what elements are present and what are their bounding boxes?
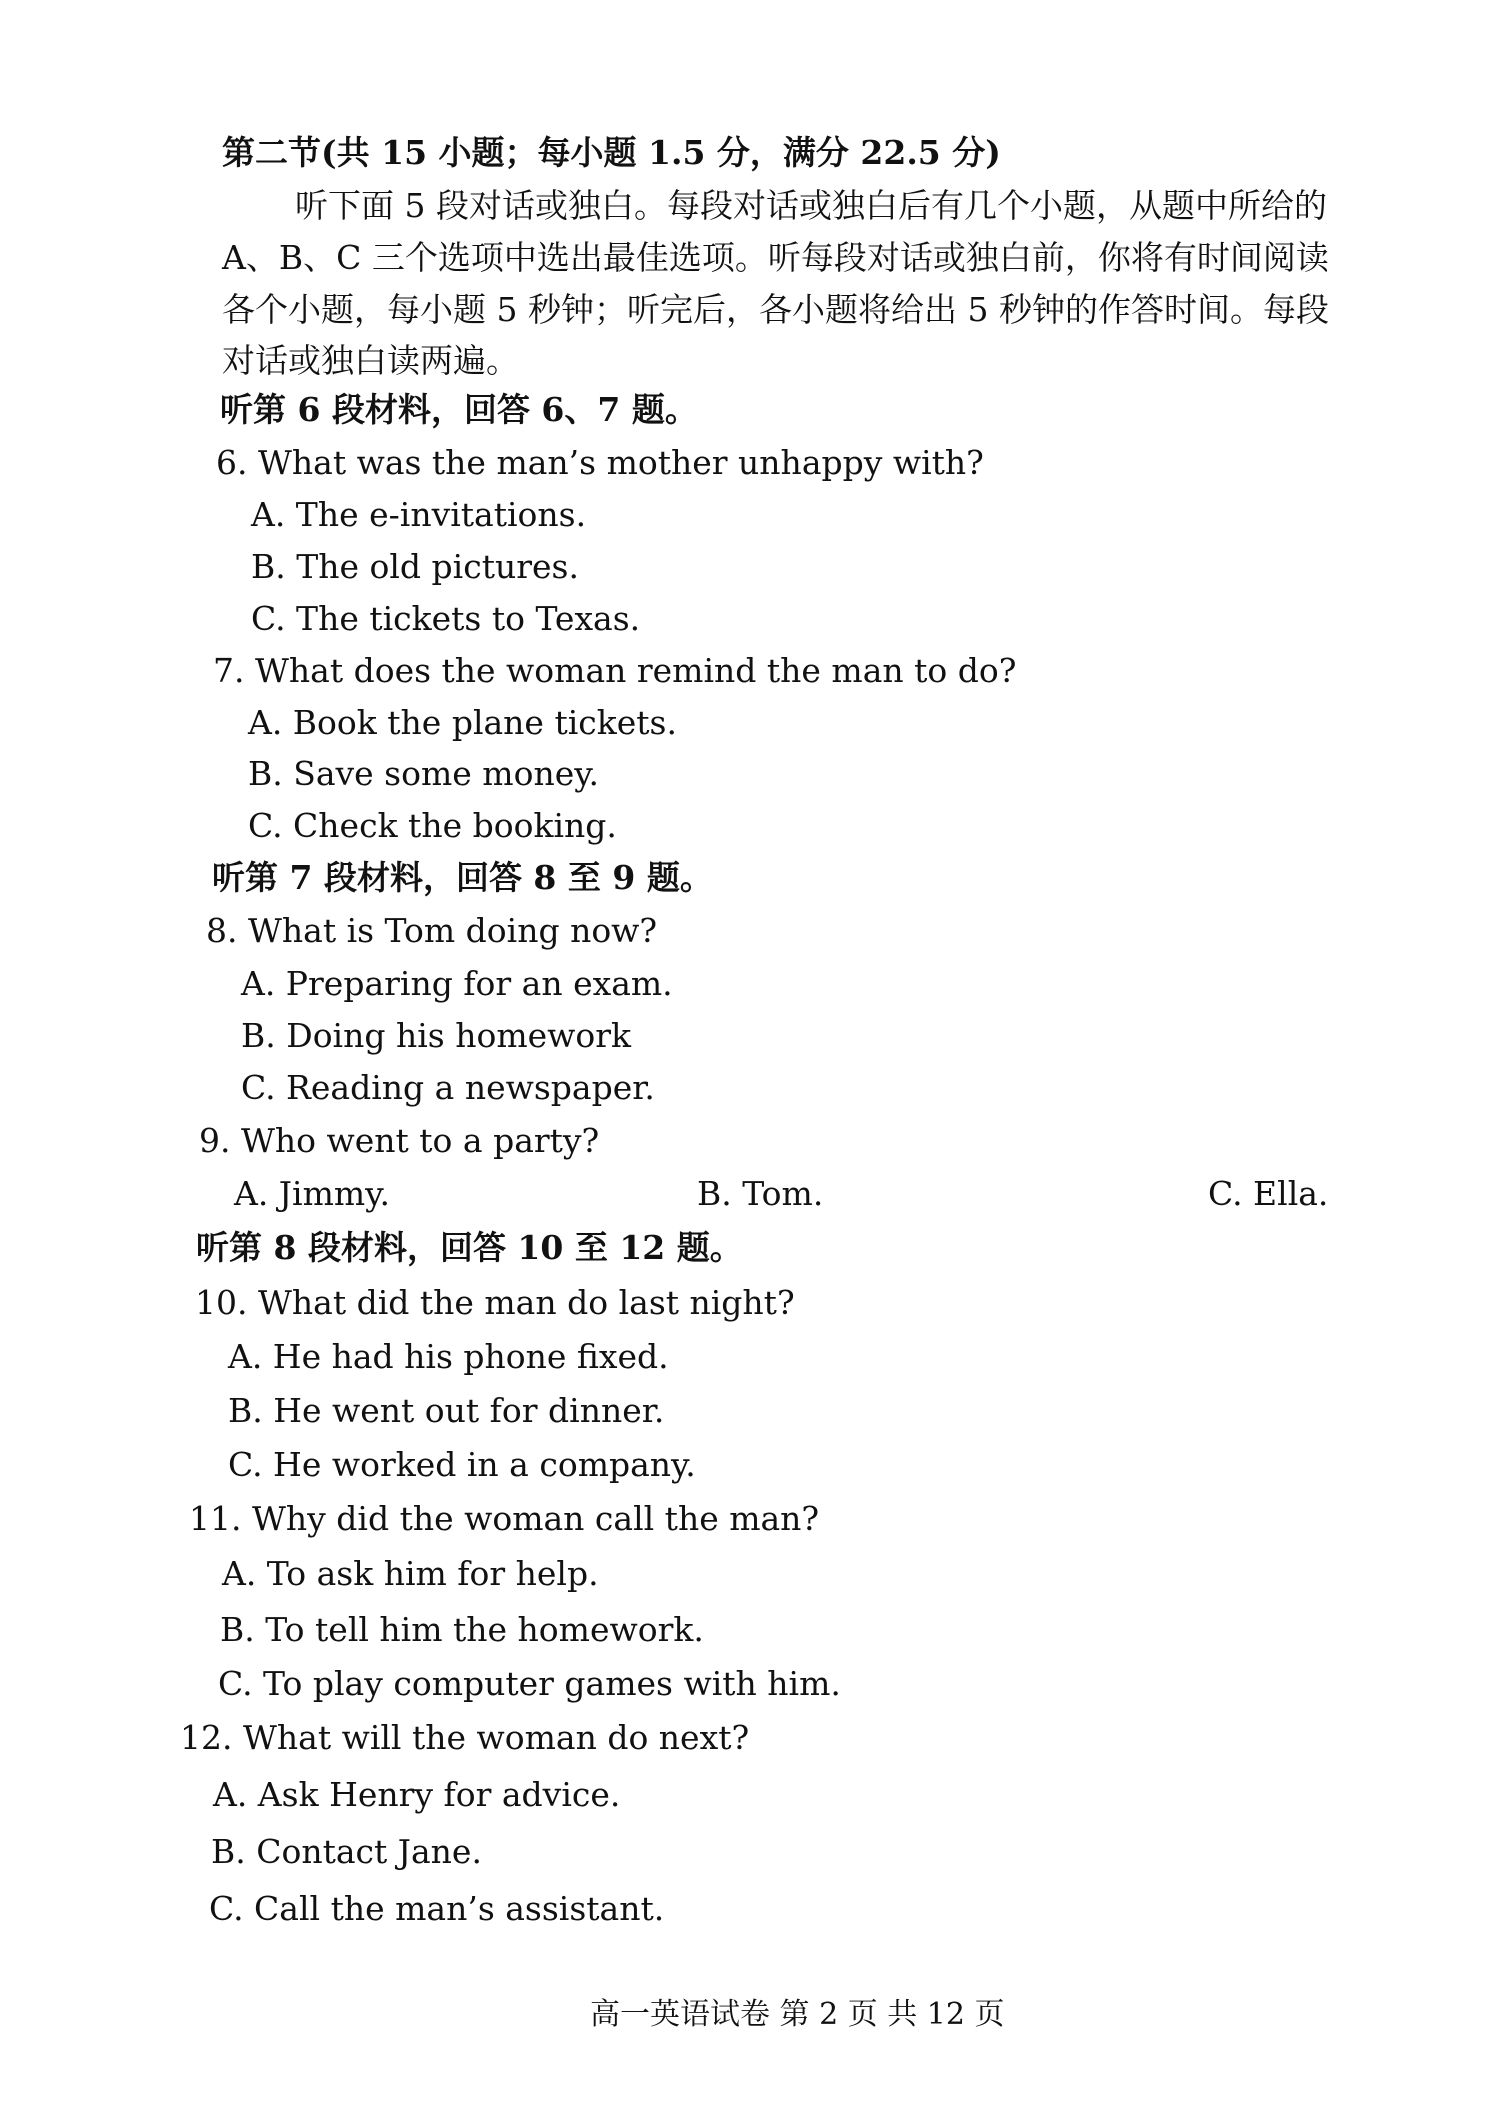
question-11-stem: 11. Why did the woman call the man? <box>189 1499 820 1538</box>
question-8-option-c: C. Reading a newspaper. <box>241 1068 655 1107</box>
question-6-option-a: A. The e-invitations. <box>251 495 587 534</box>
group-heading-6: 听第 6 段材料，回答 6、7 题。 <box>220 390 698 429</box>
question-7-option-b: B. Save some money. <box>248 754 599 793</box>
question-7-stem: 7. What does the woman remind the man to do? <box>213 651 1017 690</box>
question-6-option-b: B. The old pictures. <box>251 547 579 586</box>
group-heading-8: 听第 8 段材料，回答 10 至 12 题。 <box>196 1228 743 1267</box>
section-heading: 第二节(共 15 小题；每小题 1.5 分，满分 22.5 分) <box>222 133 1001 172</box>
question-11-option-a: A. To ask him for help. <box>222 1554 599 1593</box>
question-10-stem: 10. What did the man do last night? <box>195 1283 795 1322</box>
question-6-stem: 6. What was the man’s mother unhappy with? <box>216 443 984 482</box>
question-8-option-a: A. Preparing for an exam. <box>241 964 673 1003</box>
instruction-line-1: 听下面 5 段对话或独白。每段对话或独白后有几个小题，从题中所给的 <box>295 186 1327 225</box>
question-9-option-b: B. Tom. <box>697 1174 824 1213</box>
question-10-option-b: B. He went out for dinner. <box>228 1391 665 1430</box>
question-9-stem: 9. Who went to a party? <box>199 1121 600 1160</box>
instruction-line-3: 各个小题，每小题 5 秒钟；听完后，各小题将给出 5 秒钟的作答时间。每段 <box>222 290 1329 329</box>
instruction-line-4: 对话或独白读两遍。 <box>222 341 519 380</box>
question-11-option-c: C. To play computer games with him. <box>218 1664 841 1703</box>
question-12-option-c: C. Call the man’s assistant. <box>209 1889 665 1928</box>
page-footer: 高一英语试卷 第 2 页 共 12 页 <box>590 1997 1005 2032</box>
question-8-stem: 8. What is Tom doing now? <box>206 911 658 950</box>
question-12-stem: 12. What will the woman do next? <box>180 1718 750 1757</box>
question-7-option-c: C. Check the booking. <box>248 806 617 845</box>
question-6-option-c: C. The tickets to Texas. <box>251 599 641 638</box>
question-9-option-a: A. Jimmy. <box>234 1174 390 1213</box>
question-7-option-a: A. Book the plane tickets. <box>248 703 677 742</box>
question-10-option-c: C. He worked in a company. <box>228 1445 696 1484</box>
group-heading-7: 听第 7 段材料，回答 8 至 9 题。 <box>212 858 713 897</box>
question-12-option-a: A. Ask Henry for advice. <box>213 1775 621 1814</box>
question-11-option-b: B. To tell him the homework. <box>220 1610 704 1649</box>
question-8-option-b: B. Doing his homework <box>241 1016 632 1055</box>
question-10-option-a: A. He had his phone fixed. <box>228 1337 669 1376</box>
question-12-option-b: B. Contact Jane. <box>211 1832 482 1871</box>
instruction-line-2: A、B、C 三个选项中选出最佳选项。听每段对话或独白前，你将有时间阅读 <box>222 238 1329 277</box>
question-9-option-c: C. Ella. <box>1208 1174 1329 1213</box>
